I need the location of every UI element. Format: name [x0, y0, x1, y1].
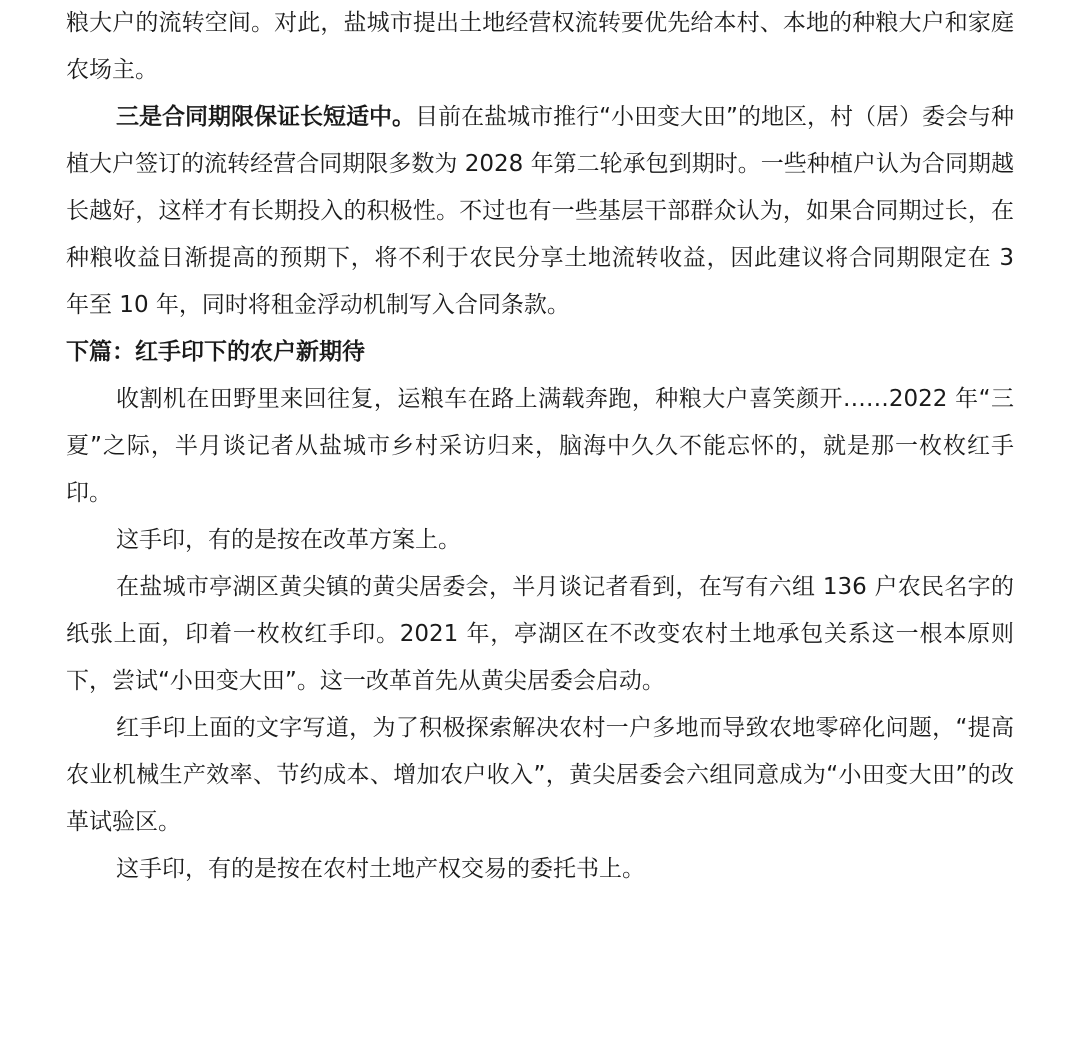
paragraph-handprint-entrust: 这手印，有的是按在农村土地产权交易的委托书上。: [116, 856, 645, 882]
article-body: [66, 0, 1014, 893]
paragraph-body-text: 目前在盐城市推行“小田变大田”的地区，村（居）委会与种植大户签订的流转经营合同期限多数为 2028 年第二轮承包到期时。一些种植户认为合同期越长越好，这样才有长期投入的积极性。不过也有一些基层干部群众认为，如果合同期过长，在种粮收益日渐提高的预期下，将不利于农民分享土地流转收益，因此建议将合同期限定在 3 年至 10 年，同时将租金浮动机制写入合同条款。: [66, 104, 1014, 318]
section-heading: 下篇：红手印下的农户新期待: [66, 339, 365, 365]
paragraph-lead-bold: 三是合同期限保证长短适中。: [116, 104, 416, 130]
paragraph-huangjian: 在盐城市亭湖区黄尖镇的黄尖居委会，半月谈记者看到，在写有六组 136 户农民名字的纸张上面，印着一枚枚红手印。2021 年，亭湖区在不改变农村土地承包关系这一根本原则下，尝试“小田变大田”。这一改革首先从黄尖居委会启动。: [66, 574, 1014, 694]
paragraph-continuation: 粮大户的流转空间。对此，盐城市提出土地经营权流转要优先给本村、本地的种粮大户和家庭农场主。: [66, 10, 1014, 83]
paragraph-harvest: 收割机在田野里来回往复，运粮车在路上满载奔跑，种粮大户喜笑颜开……2022 年“三夏”之际，半月谈记者从盐城市乡村采访归来，脑海中久久不能忘怀的，就是那一枚枚红手印。: [66, 386, 1014, 506]
paragraph-contract-term: [66, 94, 1014, 329]
paragraph-handprint-text: 红手印上面的文字写道，为了积极探索解决农村一户多地而导致农地零碎化问题，“提高农业机械生产效率、节约成本、增加农户收入”，黄尖居委会六组同意成为“小田变大田”的改革试验区。: [66, 715, 1014, 835]
paragraph-handprint-plan: 这手印，有的是按在改革方案上。: [116, 527, 461, 553]
